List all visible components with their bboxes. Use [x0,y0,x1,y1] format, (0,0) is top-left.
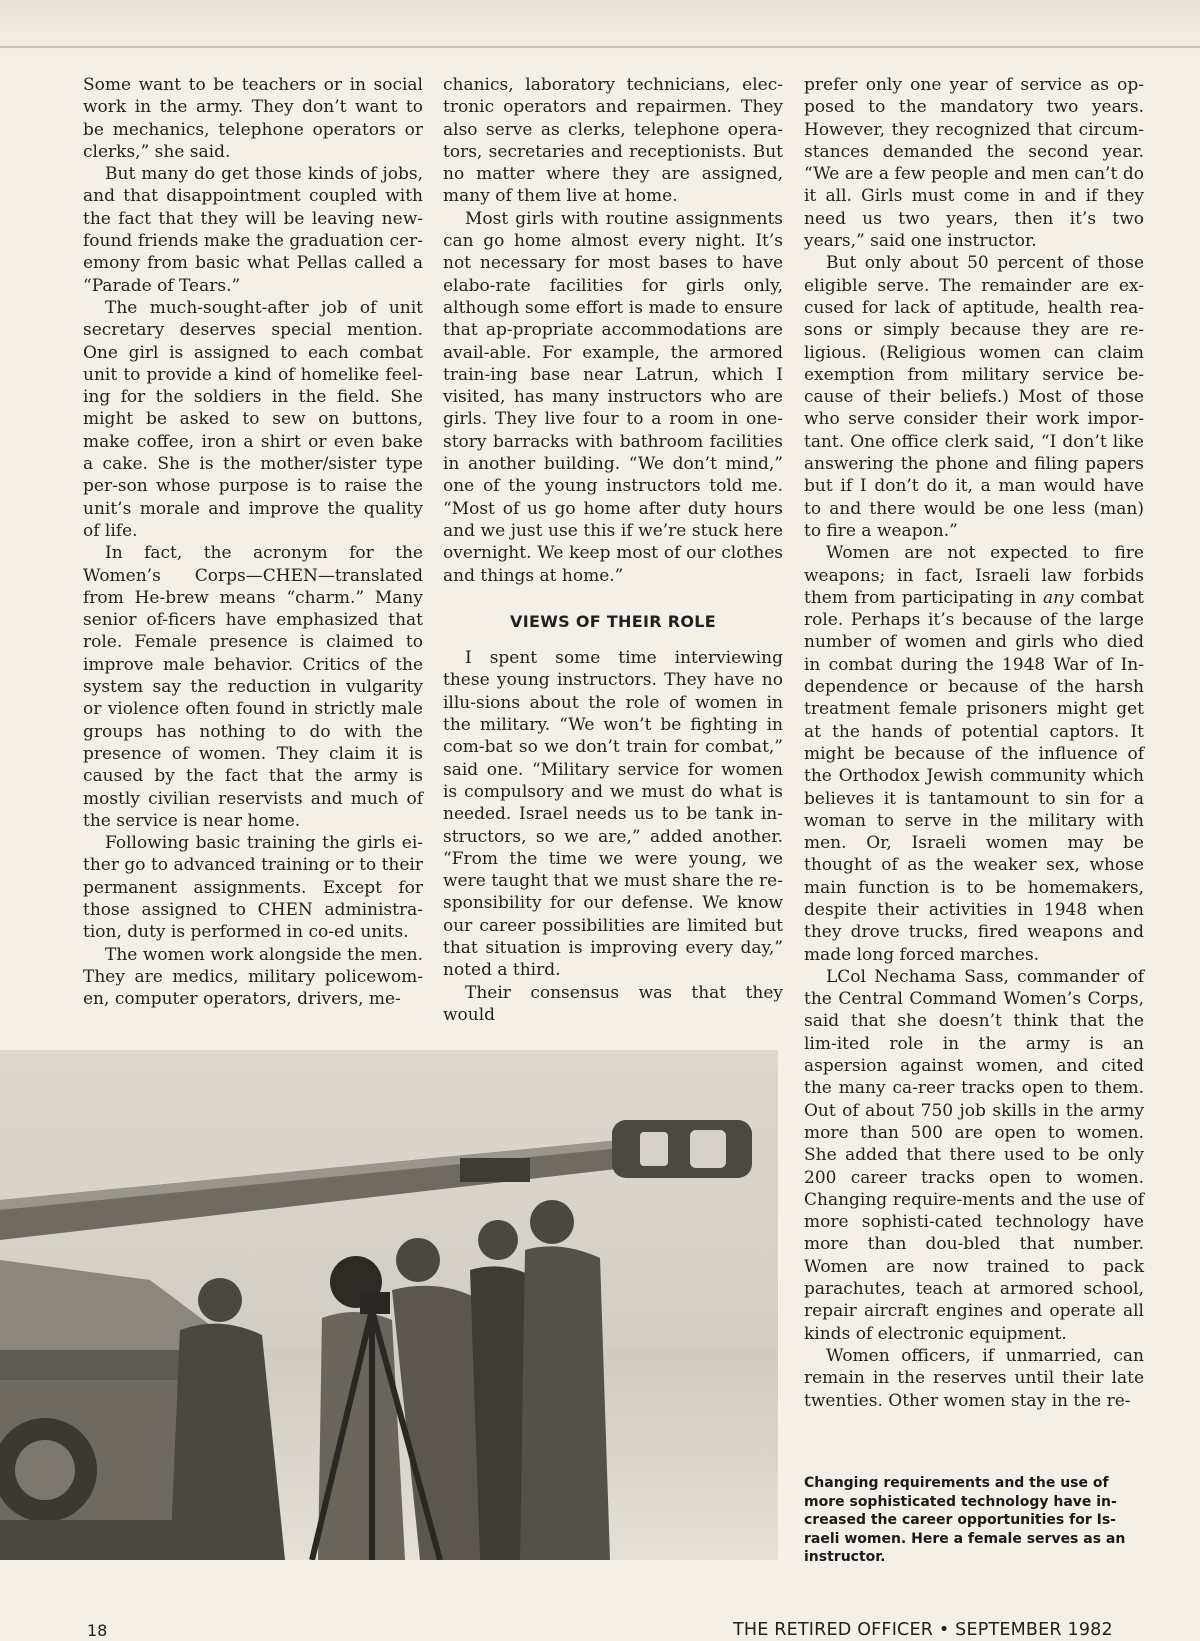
paragraph: chanics, laboratory technicians, elec-tronic operators and repairmen. They also serve as clerks, telephone opera-tors, secretaries and receptionists. But no matter where they are assigned, many of them live at home. [443,75,783,207]
paragraph: In fact, the acronym for the Women’s Corps—CHEN—translated from He-brew means “charm.” Many senior of-ficers have emphasized that role. Female presence is claimed to improve male behavior. Critics of the system say the reduction in vulgarity or violence often found in strictly male groups has nothing to do with the presence of women. They claim it is caused by the fact that the army is mostly civilian reservists and much of the service is near home. [83,543,423,831]
page-top-edge [0,0,1200,62]
top-rule [0,46,1200,48]
article-column-1 [83,74,423,1010]
article-column-2 [443,74,783,1026]
instructor-photo-illustration [0,1050,778,1560]
section-subhead: VIEWS OF THEIR ROLE [510,611,716,631]
paragraph-text: combat role. Perhaps it’s because of the large number of women and girls who died in combat during the 1948 War of In-dependence or because of the harsh treatment female prisoners might get at the hands of potential captors. It might be because of the influence of the Orthodox Jewish community which believes it is tantamount to sin for a woman to serve in the military with men. Or, Israeli women may be thought of as the weaker sex, whose main function is to be homemakers, despite their activities in 1948 when they drove trucks, fired weapons and made long forced marches. [804,587,1144,965]
paragraph: But only about 50 percent of those eligible serve. The remainder are ex-cused for lack of aptitude, health rea-sons or simply because they are re-ligious. (Religious women can claim exemption from military service be-cause of their beliefs.) Most of those who serve consider their work impor-tant. One office clerk said, “I don’t like answering the phone and filing papers but if I don’t do it, a man would have to and there would be one less (man) to fire a weapon.” [804,253,1144,541]
article-photo [0,1050,778,1560]
paragraph: The women work alongside the men. They are medics, military policewom-en, computer operators, drivers, me- [83,944,423,1010]
page-number: 18 [87,1621,108,1640]
photo-caption: Changing requirements and the use of more sophisticated technology have in-creased the career opportunities for Is-raeli women. Here a female serves as an instructor. [804,1475,1126,1565]
paragraph: The much-sought-after job of unit secretary deserves special mention. One girl is assigned to each combat unit to provide a kind of homelike feel-ing for the soldiers in the field. She might be asked to sew on buttons, make coffee, iron a shirt or even bake a cake. She is the mother/sister type per-son whose purpose is to raise the unit’s morale and improve the quality of life. [83,297,423,541]
paragraph-text: Women are not expected to fire weapons; in fact, Israeli law forbids them from participating in [804,543,1144,608]
paragraph: Following basic training the girls ei-ther go to advanced training or to their permanent assignments. Except for those assigned to CHEN administra-tion, duty is performed in co-ed units. [83,833,423,943]
paragraph: prefer only one year of service as op-posed to the mandatory two years. However, they recognized that circum-stances demanded the second year. “We are a few people and men can’t do it all. Girls must come in and if they need us two years, then it’s two years,” said one instructor. [804,75,1144,252]
paragraph: Most girls with routine assignments can go home almost every night. It’s not necessary for most bases to have elabo-rate facilities for girls only, although some effort is made to ensure that ap-propriate accommodations are avail-able. For example, the armored train-ing base near Latrun, which I visited, has many instructors who are girls. They live four to a room in one-story barracks with bathroom facilities in another building. “We don’t mind,” one of the young instructors told me. “Most of us go home after duty hours and we just use this if we’re stuck here overnight. We keep most of our clothes and things at home.” [443,208,783,586]
paragraph: I spent some time interviewing these young instructors. They have no illu-sions about the role of women in the military. “We won’t be fighting in com-bat so we don’t train for combat,” said one. “Military service for women is compulsory and we must do what is needed. Israel needs us to be tank in-structors, so we are,” added another. “From the time we were young, we were taught that we must share the re-sponsibility for our defense. We know our career possibilities are limited but that situation is improving every day,” noted a third. [443,648,783,981]
paragraph: LCol Nechama Sass, commander of the Central Command Women’s Corps, said that she doesn’t think that the lim-ited role in the army is an aspersion against women, and cited the many ca-reer tracks open to them. Out of about 750 job skills in the army more than 500 are open to women. She added that there used to be only 200 career tracks open to women. Changing require-ments and the use of more sophisti-cated technology have more than dou-bled that number. Women are now trained to pack parachutes, teach at armored school, repair aircraft engines and operate all kinds of electronic equipment. [804,966,1144,1344]
paragraph: Their consensus was that they would [443,982,783,1025]
emphasis-word: any [1042,587,1074,608]
article-column-3 [804,74,1144,1412]
paragraph: But many do get those kinds of jobs, and that disappointment coupled with the fact that they will be leaving new-found friends make the graduation cer-emony from basic what Pellas called a “Parade of Tears.” [83,164,423,296]
paragraph: Some want to be teachers or in social work in the army. They don’t want to be mechanics, telephone operators or clerks,” she said. [83,75,423,162]
publication-footer: THE RETIRED OFFICER • SEPTEMBER 1982 [733,1620,1113,1640]
paragraph: Women officers, if unmarried, can remain in the reserves until their late twenties. Other women stay in the re- [804,1345,1144,1411]
paragraph [804,542,1144,966]
